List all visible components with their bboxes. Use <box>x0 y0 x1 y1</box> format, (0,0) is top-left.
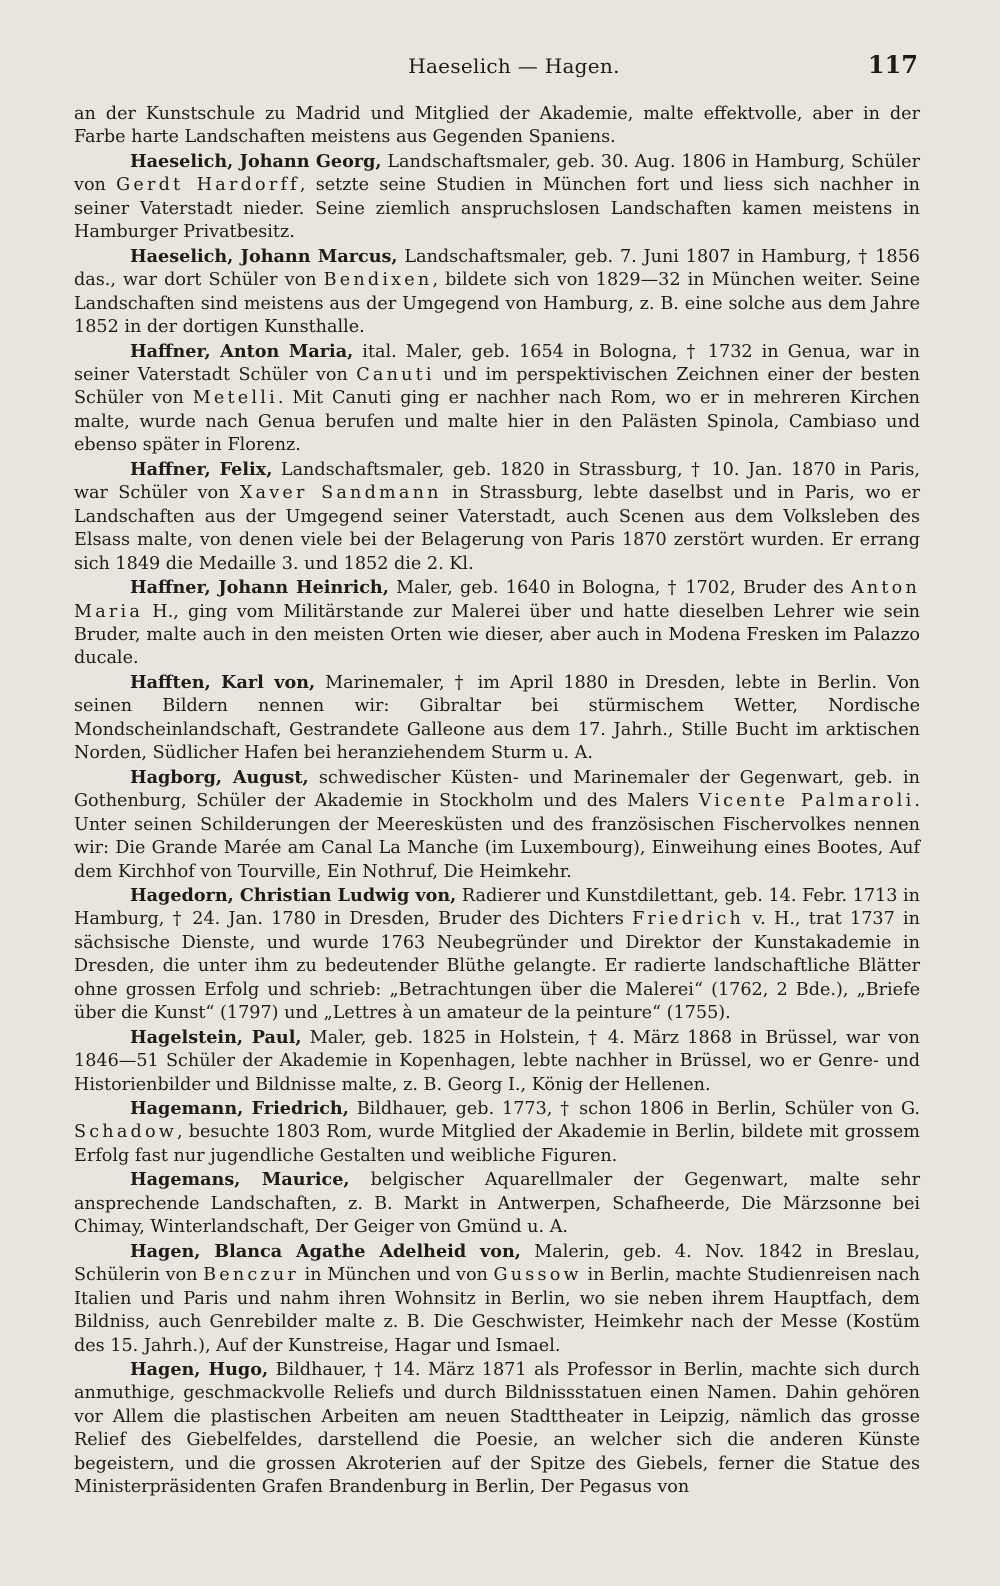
entry-hagen-blanca <box>74 1240 920 1358</box>
spaced-name: Anton Maria <box>74 578 920 622</box>
entry-name: Haffner, Johann Heinrich, <box>130 577 389 599</box>
entry-haffner-johann-heinrich <box>74 576 920 671</box>
entry-name: Hagemans, Maurice, <box>130 1169 350 1191</box>
entry-name: Hagemann, Friedrich, <box>130 1098 349 1120</box>
entry-text: Landschaftsmaler, geb. 7. Juni 1807 in Hamburg, † 1856 das., war dort Schüler von <box>74 246 921 291</box>
entry-name: Haffner, Anton Maria, <box>130 340 354 362</box>
entry-text: in Berlin, machte Studienreisen nach Italien und Paris und nahm ihren Wohnsitz in Berlin, wo sie neben ihrem Hauptfach, dem Bildniss, auch Genrebilder malte z. B. Die Geschwister, Heimkehr nach der Messe (Kostüm des 15. Jahrh.), Auf der Kunstreise, Hagar und Ismael. <box>74 1265 920 1356</box>
entry-text: Landschaftsmaler, geb. 30. Aug. 1806 in Hamburg, Schüler von <box>74 151 920 196</box>
entry-name: Haffner, Felix, <box>130 458 273 480</box>
entry-text: belgischer Aquarellmaler der Gegenwart, malte sehr ansprechende Landschaften, z. B. Markt in Antwerpen, Schafheerde, Die Märzsonne bei Chimay, Winterlandschaft, Der Geiger von Gmünd u. A. <box>74 1170 920 1238</box>
entry-name: Hagen, Hugo, <box>130 1359 269 1381</box>
entry-text: schwedischer Küsten- und Marinemaler der Gegenwart, geb. in Gothenburg, Schüler der Akademie in Stockholm und des Malers <box>74 767 920 812</box>
page-body <box>74 103 920 1500</box>
entry-text: in Strassburg, lebte daselbst und in Paris, wo er Landschaften aus der Umgegend seiner Vaterstadt, auch Scenen aus dem Volksleben des Elsass malte, von denen viele bei der Belagerung von Paris 1870 zerstört wurden. Er errang sich 1849 die Medaille 3. und 1852 die 2. Kl. <box>74 483 920 574</box>
entry-text: Landschaftsmaler, geb. 1820 in Strassburg, † 10. Jan. 1870 in Paris, war Schüler von <box>74 459 920 504</box>
entry-haffften-karl-von <box>74 671 920 766</box>
entry-name: Haeselich, Johann Georg, <box>130 150 382 172</box>
entry-text: Bildhauer, geb. 1773, † schon 1806 in Berlin, Schüler von G. <box>348 1099 920 1120</box>
entry-text: Marinemaler, † im April 1880 in Dresden, lebte in Berlin. Von seinen Bildern nennen wir: Gibraltar bei stürmischem Wetter, Nordische Mondscheinlandschaft, Gestrandete Galleone aus dem 17. Jahrh., Stille Bucht im arktischen Norden, Südlicher Hafen bei heranziehendem Sturm u. A. <box>74 672 920 764</box>
page-header <box>80 48 918 82</box>
entry-text: Malerin, geb. 4. Nov. 1842 in Breslau, Schülerin von <box>74 1241 921 1286</box>
entry-text: und im perspektivischen Zeichnen einer der besten Schüler von <box>74 364 920 409</box>
entry-text: in München und von <box>299 1265 494 1286</box>
spaced-name: Benczur <box>203 1265 300 1286</box>
entry-hagen-hugo <box>74 1358 920 1500</box>
entry-hagemans-maurice <box>74 1168 920 1239</box>
entry-haeselich-johann-marcus <box>74 245 920 340</box>
entry-text: Bildhauer, † 14. März 1871 als Professor in Berlin, machte sich durch anmuthige, geschmackvolle Reliefs und durch Bildnissstatuen einen Namen. Dahin gehören vor Allem die plastischen Arbeiten am neuen Stadttheater in Leipzig, nämlich das grosse Relief des Giebelfeldes, darstellend die Poesie, an welcher sich die anderen Künste begeistern, und die grossen Akroterien auf der Spitze des Giebels, ferner die Statue des Ministerpräsidenten Grafen Brandenburg in Berlin, Der Pegasus von <box>74 1360 921 1498</box>
entry-text: , setzte seine Studien in München fort und liess sich nachher in seiner Vaterstadt nieder. Seine ziemlich anspruchslosen Landschaften kamen meistens in Hamburger Privatbesitz. <box>74 175 920 243</box>
entry-hagelstein-paul <box>74 1026 920 1097</box>
spaced-name: Schadow <box>74 1122 178 1143</box>
spaced-name: Gussow <box>493 1265 582 1286</box>
entry-text: ital. Maler, geb. 1654 in Bologna, † 1732 in Genua, war in seiner Vaterstadt Schüler von <box>74 341 920 385</box>
entry-name: Hagborg, August, <box>130 766 309 788</box>
entry-name: Hagedorn, Christian Ludwig von, <box>130 884 457 906</box>
entry-name: Hafften, Karl von, <box>130 671 316 693</box>
entry-text: . Unter seinen Schilderungen der Meeresküsten und des französischen Fischervolkes nennen wir: Die Grande Marée am Canal La Manche (im Luxembourg), Einweihung eines Bootes, Auf dem Kirchhof von Tourville, Ein Nothruf, Die Heimkehr. <box>74 791 921 882</box>
entry-haeselich-johann-georg <box>74 150 920 245</box>
entry-text: Maler, geb. 1640 in Bologna, † 1702, Bruder des <box>388 578 851 599</box>
spaced-name: Xaver Sandmann <box>239 483 442 504</box>
entry-name: Haeselich, Johann Marcus, <box>130 245 398 267</box>
entry-hagborg-august <box>74 766 920 884</box>
entry-haffner-anton-maria <box>74 340 920 458</box>
entry-hagedorn-christian-ludwig <box>74 884 920 1026</box>
spaced-name: Friedrich <box>632 909 745 930</box>
spaced-name: Gerdt Hardorff <box>116 175 300 196</box>
entry-name: Hagelstein, Paul, <box>130 1026 302 1048</box>
entry-text: v. H., trat 1737 in sächsische Dienste, und wurde 1763 Neubegründer und Direktor der Kunstakademie in Dresden, die unter ihm zu bedeutender Blüthe gelangte. Er radierte landschaftliche Blätter ohne grossen Erfolg und schrieb: „Betrachtungen über die Malerei“ (1762, 2 Bde.), „Briefe über die Kunst“ (1797) und „Lettres à un amateur de la peinture“ (1755). <box>74 909 920 1024</box>
spaced-name: Bendixen <box>323 270 433 291</box>
entry-name: Hagen, Blanca Agathe Adelheid von, <box>130 1240 521 1262</box>
spaced-name: Metelli <box>192 388 278 409</box>
entry-text: Radierer und Kunstdilettant, geb. 14. Febr. 1713 in Hamburg, † 24. Jan. 1780 in Dresden, Bruder des Dichters <box>74 885 920 930</box>
entry-text: , besuchte 1803 Rom, wurde Mitglied der Akademie in Berlin, bildete mit grossem Erfolg fast nur jugendliche Gestalten und weibliche Figuren. <box>74 1122 920 1166</box>
entry-hagemann-friedrich <box>74 1097 920 1168</box>
spaced-name: Vicente Palmaroli <box>698 791 915 812</box>
spaced-name: Canuti <box>356 364 435 385</box>
entry-text: Maler, geb. 1825 in Holstein, † 4. März 1868 in Brüssel, war von 1846—51 Schüler der Akademie in Kopenhagen, lebte nachher in Brüssel, wo er Genre- und Historienbilder und Bildnisse malte, z. B. Georg I., König der Hellenen. <box>74 1027 920 1095</box>
running-head: Haeselich — Hagen. <box>408 54 620 78</box>
entry-haffner-felix <box>74 458 920 576</box>
entry-text: . Mit Canuti ging er nachher nach Rom, wo er in mehreren Kirchen malte, wurde nach Genua berufen und malte hier in den Palästen Spinola, Cambiaso und ebenso später in Florenz. <box>74 388 920 456</box>
page-number: 117 <box>867 50 918 79</box>
entry-text: H., ging vom Militärstande zur Malerei über und hatte dieselben Lehrer wie sein Bruder, malte auch in den meisten Orten wie dieser, aber auch in Modena Fresken im Palazzo ducale. <box>74 601 920 669</box>
entry-text: , bildete sich von 1829—32 in München weiter. Seine Landschaften sind meistens aus der Umgegend von Hamburg, z. B. eine solche aus dem Jahre 1852 in der dortigen Kunsthalle. <box>74 270 920 338</box>
intro-paragraph: an der Kunstschule zu Madrid und Mitglied der Akademie, malte effektvolle, aber in der Farbe harte Landschaften meistens aus Gegenden Spaniens. <box>74 104 920 148</box>
